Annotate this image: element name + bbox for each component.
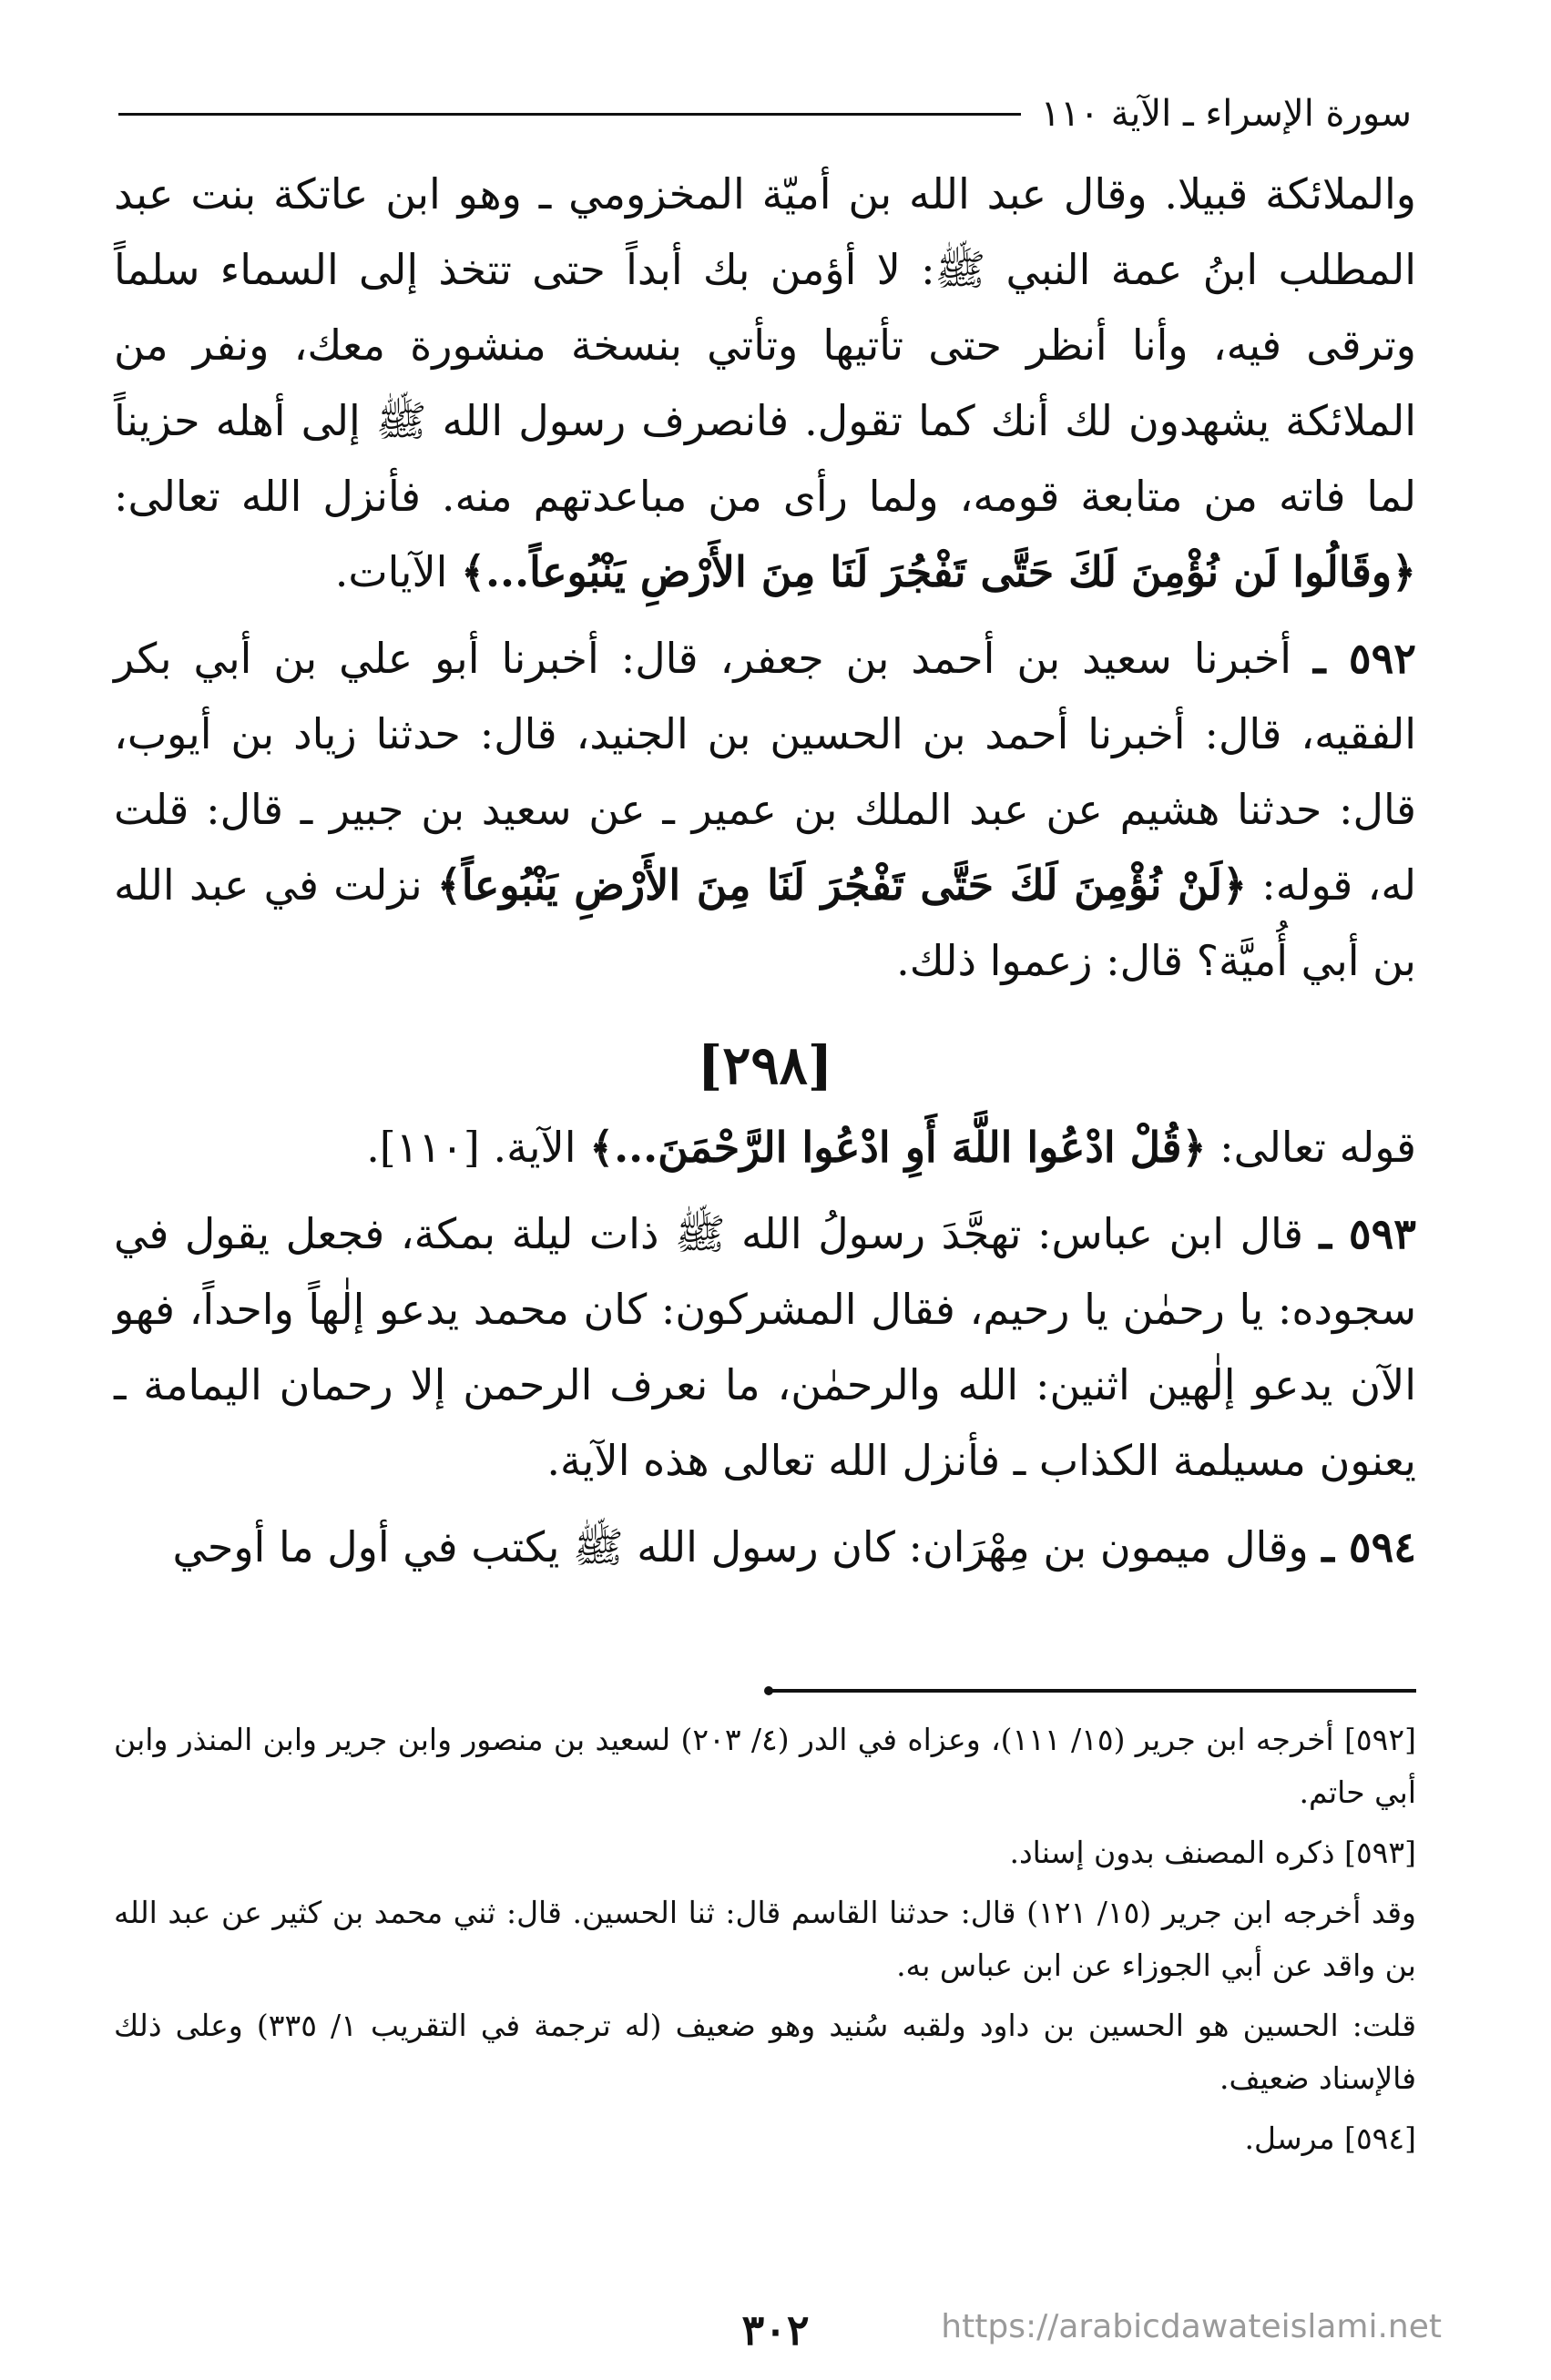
footnote-594: [٥٩٤] مرسل.: [1244, 2121, 1416, 2156]
quran-quote-1: ﴿وقَالُوا لَن نُؤْمِنَ لَكَ حَتَّى تَفْجُرَ لَنَا مِنَ الأَرْضِ يَنْبُوعاً...﴾: [461, 547, 1416, 596]
hadith-number-594: ٥٩٤ ـ: [1321, 1522, 1416, 1571]
paragraph-1-text: والملائكة قبيلا. وقال عبد الله بن أميّة المخزومي ـ وهو ابن عاتكة بنت عبد المطلب ابنُ عمة النبي ﷺ: لا أؤمن بك أبداً حتى تتخذ إلى السماء سلماً وترقى فيه، وأنا أنظر حتى تأتيها وتأتي بنسخة منشورة معك، ونفر من الملائكة يشهدون لك أنك كما تقول. فانصرف رسول الله ﷺ إلى أهله حزيناً لما فاته من متابعة قومه، ولما رأى من مباعدتهم منه. فأنزل الله تعالى:: [114, 169, 1416, 521]
paragraph-594: [114, 1510, 1416, 1585]
footnote-rule: [770, 1689, 1416, 1693]
footnotes: [114, 1714, 1416, 2172]
main-text: [114, 157, 1416, 1585]
paragraph-594-text: وقال ميمون بن مِهْرَان: كان رسول الله ﷺ يكتب في أول ما أوحي: [172, 1522, 1309, 1571]
page-number: ٣٠٢: [741, 2305, 810, 2355]
paragraph-592-text-a: أخبرنا سعيد بن أحمد بن جعفر، قال: أخبرنا أبو علي بن أبي بكر الفقيه، قال: أخبرنا أحمد بن الحسين بن الجنيد، قال: حدثنا زياد بن أيوب، قال: حدثنا هشيم عن عبد الملك بن عمير ـ عن سعيد بن جبير ـ قال: قلت له، قوله:: [114, 634, 1417, 910]
footnote-593-note: قلت: الحسين هو الحسين بن داود ولقبه سُنيد وهو ضعيف (له ترجمة في التقريب ١/ ٣٣٥) وعلى ذلك فالإسناد ضعيف.: [114, 2008, 1417, 2096]
watermark-url: https://arabicdawateislami.net: [941, 2308, 1442, 2345]
footnote-592: [٥٩٢] أخرجه ابن جرير (١٥/ ١١١)، وعزاه في الدر (٤/ ٢٠٣) لسعيد بن منصور وابن جرير وابن المنذر وابن أبي حاتم.: [114, 1722, 1416, 1810]
paragraph-592: [114, 621, 1416, 999]
header-rule: [118, 113, 1021, 116]
hadith-number-592: ٥٩٢ ـ: [1313, 634, 1416, 683]
hadith-number-593: ٥٩٣ ـ: [1319, 1209, 1416, 1258]
verse-reference: الآية. [١١٠].: [366, 1123, 577, 1172]
verse-intro: [114, 1110, 1416, 1185]
running-title: سورة الإسراء ـ الآية ١١٠: [1040, 93, 1412, 135]
section-heading: [٢٩٨]: [697, 1034, 833, 1096]
paragraph-1: [114, 157, 1416, 610]
verse-intro-text: قوله تعالى:: [1219, 1123, 1416, 1172]
quran-quote-2: ﴿لَنْ نُؤْمِنَ لَكَ حَتَّى تَفْجُرَ لَنَا مِنَ الأَرْضِ يَنْبُوعاً﴾: [436, 860, 1248, 910]
footnote-593: [٥٩٣] ذكره المصنف بدون إسناد.: [1009, 1835, 1416, 1870]
quran-quote-3: ﴿قُلْ ادْعُوا اللَّهَ أَوِ ادْعُوا الرَّحْمَنَ...﴾: [589, 1123, 1207, 1172]
footnote-593-extra: وقد أخرجه ابن جرير (١٥/ ١٢١) قال: حدثنا القاسم قال: ثنا الحسين. قال: ثني محمد بن كثير عن عبد الله بن واقد عن أبي الجوزاء عن ابن عباس به.: [114, 1895, 1416, 1983]
paragraph-593-text: قال ابن عباس: تهجَّدَ رسولُ الله ﷺ ذات ليلة بمكة، فجعل يقول في سجوده: يا رحمٰن يا رحيم، فقال المشركون: كان محمد يدعو إلٰهاً واحداً، فهو الآن يدعو إلٰهين اثنين: الله والرحمٰن، ما نعرف الرحمن إلا رحمان اليمامة ـ يعنون مسيلمة الكذاب ـ فأنزل الله تعالى هذه الآية.: [114, 1209, 1416, 1485]
running-header: [118, 86, 1412, 141]
paragraph-1-tail: الآيات.: [334, 547, 448, 596]
paragraph-592-text-b: نزلت في عبد الله بن أبي أُميَّة؟ قال: زعموا ذلك.: [114, 860, 1416, 985]
paragraph-593: [114, 1196, 1416, 1499]
